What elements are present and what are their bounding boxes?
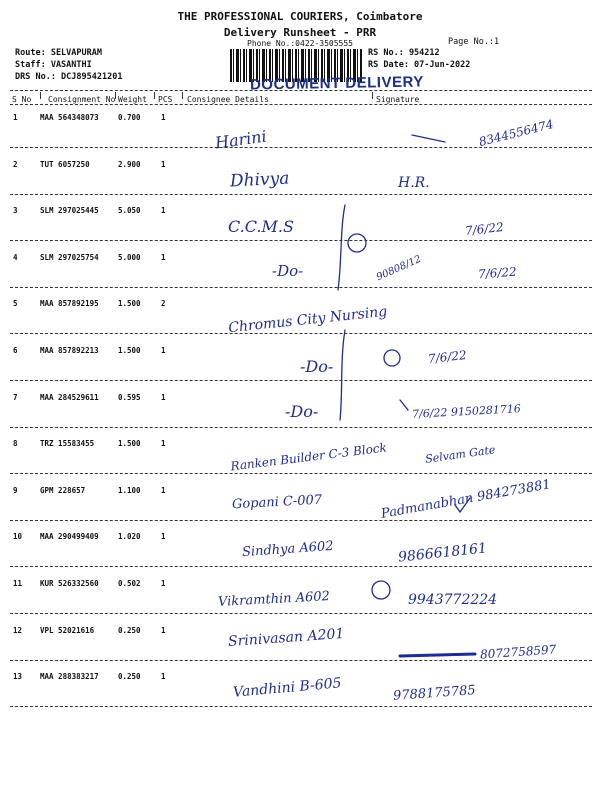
document-subtitle: Delivery Runsheet - PRR <box>223 26 377 39</box>
row-sno: 5 <box>13 299 18 308</box>
row-sno: 2 <box>13 160 18 169</box>
circled-mark <box>348 234 366 252</box>
staff: Staff: VASANTHI <box>15 60 92 70</box>
row-weight: 1.500 <box>118 299 141 308</box>
handwritten-name: C.C.M.S <box>228 217 294 236</box>
row-weight: 0.700 <box>118 113 141 122</box>
row-pcs: 1 <box>161 206 166 215</box>
row-consignment-no: KUR 526332560 <box>40 579 99 588</box>
row-sno: 8 <box>13 439 18 448</box>
handwritten-phone: 9866618161 <box>397 540 488 566</box>
row-pcs: 1 <box>161 393 166 402</box>
row-pcs: 1 <box>161 626 166 635</box>
row-weight: 0.502 <box>118 579 141 588</box>
row-weight: 5.000 <box>118 253 141 262</box>
circled-mark <box>384 350 400 366</box>
row-weight: 0.250 <box>118 672 141 681</box>
row-consignment-no: GPM 228657 <box>40 486 86 495</box>
handwritten-signature: Padmanabhan 984273881 <box>380 477 552 522</box>
handwritten-name: Srinivasan A201 <box>227 625 345 651</box>
phone-number: Phone No.:0422-3505555 <box>247 39 353 48</box>
col-sno: S No <box>12 95 32 104</box>
row-weight: 1.500 <box>118 346 141 355</box>
drs-number: DRS No.: DCJ895421201 <box>15 72 123 82</box>
row-weight: 0.595 <box>118 393 141 402</box>
row-pcs: 1 <box>161 113 166 122</box>
row-weight: 0.250 <box>118 626 141 635</box>
row-pcs: 1 <box>161 579 166 588</box>
col-signature: Signature <box>376 95 420 104</box>
handwritten-signature: 7/6/22 <box>427 348 468 366</box>
handwritten-phone: 8344556474 <box>477 116 555 150</box>
row-consignment-no: SLM 297025754 <box>40 253 99 262</box>
mark-stroke <box>400 400 408 410</box>
row-weight: 1.020 <box>118 532 141 541</box>
row-weight: 2.900 <box>118 160 141 169</box>
handwritten-ditto: -Do- <box>272 262 304 280</box>
row-pcs: 1 <box>161 672 166 681</box>
handwritten-date: 7/6/22 <box>477 264 518 282</box>
row-sno: 9 <box>13 486 18 495</box>
handwritten-phone: 9943772224 <box>408 592 498 608</box>
row-pcs: 1 <box>161 532 166 541</box>
row-weight: 1.500 <box>118 439 141 448</box>
strike-stroke <box>412 135 445 142</box>
row-pcs: 2 <box>161 299 166 308</box>
document-delivery-stamp: DOCUMENT DELIVERY <box>249 73 424 94</box>
handwritten-name: Vandhini B-605 <box>232 675 343 701</box>
row-sno: 10 <box>13 532 23 541</box>
handwritten-name: Harini <box>213 126 268 153</box>
bracket-stroke <box>340 330 345 420</box>
row-sno: 4 <box>13 253 18 262</box>
row-sno: 11 <box>13 579 23 588</box>
row-consignment-no: VPL 52021616 <box>40 626 95 635</box>
row-sno: 13 <box>13 672 23 681</box>
row-pcs: 1 <box>161 439 166 448</box>
route: Route: SELVAPURAM <box>15 48 102 58</box>
handwritten-date: 7/6/22 <box>464 220 505 238</box>
row-consignment-no: TUT 6057250 <box>40 160 90 169</box>
handwritten-name: Sindhya A602 <box>241 538 334 561</box>
row-consignment-no: MAA 857892195 <box>40 299 99 308</box>
row-pcs: 1 <box>161 346 166 355</box>
handwritten-name: Gopani C-007 <box>231 492 323 513</box>
row-sno: 6 <box>13 346 18 355</box>
row-pcs: 1 <box>161 486 166 495</box>
row-sno: 12 <box>13 626 23 635</box>
rs-date: RS Date: 07-Jun-2022 <box>368 60 471 70</box>
scribble-stroke <box>400 654 475 656</box>
row-weight: 5.050 <box>118 206 141 215</box>
handwritten-number: 90808/12 <box>374 253 424 284</box>
row-consignment-no: TRZ 15583455 <box>40 439 95 448</box>
handwritten-name: Vikramthin A602 <box>217 589 331 610</box>
rs-number: RS No.: 954212 <box>368 48 440 58</box>
row-consignment-no: MAA 284529611 <box>40 393 99 402</box>
row-sno: 7 <box>13 393 18 402</box>
handwritten-signature: Selvam Gate <box>424 443 497 466</box>
document-title: THE PROFESSIONAL COURIERS, Coimbatore <box>177 10 423 23</box>
handwritten-name: Dhivya <box>229 168 290 192</box>
row-weight: 1.100 <box>118 486 141 495</box>
handwritten-name: Chromus City Nursing <box>227 303 388 337</box>
handwritten-ditto: -Do- <box>285 402 319 421</box>
bracket-stroke <box>338 205 345 290</box>
col-weight: Weight <box>118 95 147 104</box>
row-pcs: 1 <box>161 253 166 262</box>
handwritten-phone: 8072758597 <box>479 642 557 662</box>
handwritten-ditto: -Do- <box>300 357 334 376</box>
page-number: Page No.:1 <box>448 37 500 47</box>
col-consignment: Consignment No <box>48 95 116 104</box>
row-sno: 1 <box>13 113 18 122</box>
row-consignment-no: MAA 288383217 <box>40 672 99 681</box>
row-sno: 3 <box>13 206 18 215</box>
handwritten-phone: 9788175785 <box>392 683 477 704</box>
handwritten-signature: H.R. <box>398 175 430 191</box>
col-consignee: Consignee Details <box>187 95 269 104</box>
handwritten-name: Ranken Builder C-3 Block <box>229 440 388 474</box>
row-consignment-no: SLM 297025445 <box>40 206 99 215</box>
row-pcs: 1 <box>161 160 166 169</box>
circled-mark <box>372 581 390 599</box>
col-pcs: PCS <box>158 95 173 104</box>
row-consignment-no: MAA 290499409 <box>40 532 99 541</box>
row-consignment-no: MAA 564348073 <box>40 113 99 122</box>
row-consignment-no: MAA 857892213 <box>40 346 99 355</box>
handwritten-signature: 7/6/22 9150281716 <box>411 402 522 421</box>
